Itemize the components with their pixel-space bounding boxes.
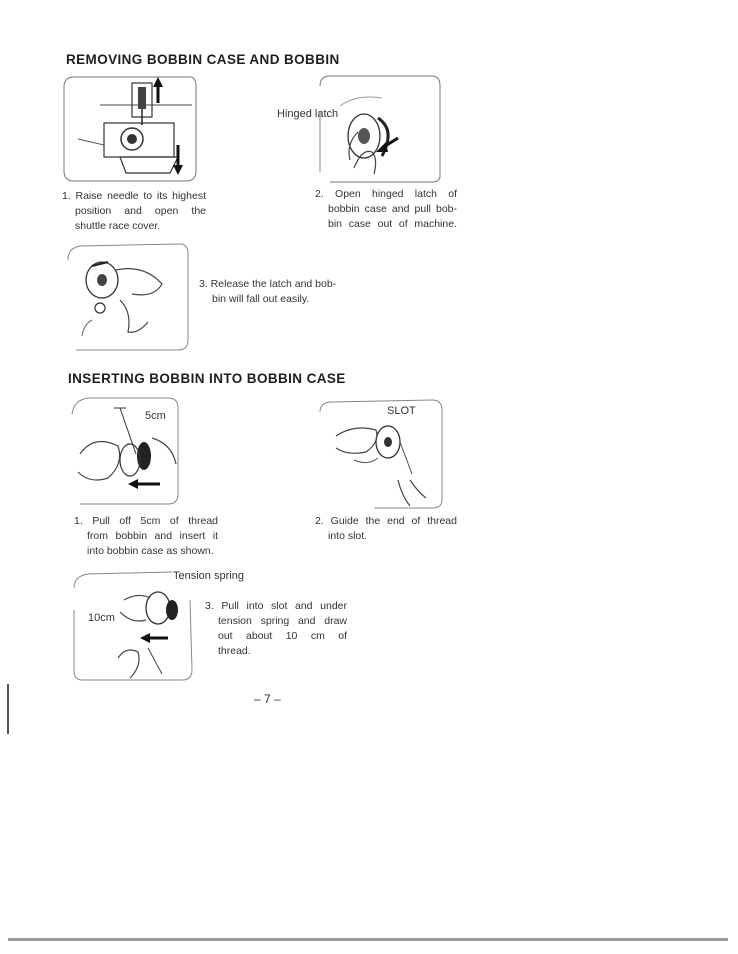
step-text-raise-needle — [62, 189, 206, 234]
illustration-release-latch — [62, 240, 192, 354]
illustration-tension-spring — [68, 570, 198, 684]
callout-hinged-latch: Hinged latch — [277, 108, 339, 120]
step-line: 3. Release the latch and bob- — [199, 278, 337, 290]
scan-bottom-edge — [8, 938, 728, 941]
step-text-open-latch — [315, 187, 457, 232]
step-line: bin will fall out easily. — [212, 293, 310, 305]
callout-10cm: 10cm — [88, 612, 115, 624]
step-text-pull-thread — [74, 514, 218, 559]
illustration-needle-raise — [60, 73, 200, 185]
step-line: into slot. — [328, 530, 368, 542]
step-line: shuttle race cover. — [75, 220, 161, 232]
step-line: bobbin case and pull bob- — [328, 203, 457, 215]
step-line: 2. Open hinged latch of — [315, 188, 457, 200]
step-line: 2. Guide the end of thread — [315, 515, 457, 527]
step-line: 3. Pull into slot and under — [205, 600, 347, 612]
callout-5cm: 5cm — [145, 410, 166, 422]
scan-margin-mark — [7, 684, 9, 734]
step-line: 1. Pull off 5cm of thread — [74, 515, 218, 527]
illustration-hinged-latch — [312, 72, 444, 186]
step-text-release-latch — [199, 277, 336, 307]
section-heading-inserting: INSERTING BOBBIN INTO BOBBIN CASE — [68, 371, 346, 386]
step-line: position and open the — [75, 205, 206, 217]
step-line: tension spring and draw — [218, 615, 347, 627]
illustration-pull-thread — [64, 394, 184, 508]
step-line: thread. — [218, 645, 251, 657]
step-line: bin case out of machine. — [328, 218, 457, 230]
callout-slot: SLOT — [387, 405, 416, 417]
page-number: – 7 – — [254, 692, 281, 706]
step-text-tension-spring — [205, 599, 347, 659]
step-line: from bobbin and insert it — [87, 530, 218, 542]
section-heading-removing: REMOVING BOBBIN CASE AND BOBBIN — [66, 52, 340, 67]
step-text-guide-thread — [315, 514, 457, 544]
step-line: out about 10 cm of — [218, 630, 347, 642]
step-line: 1. Raise needle to its highest — [62, 190, 206, 202]
callout-tension-spring: Tension spring — [173, 570, 244, 582]
step-line: into bobbin case as shown. — [87, 545, 214, 557]
illustration-slot — [314, 396, 446, 512]
